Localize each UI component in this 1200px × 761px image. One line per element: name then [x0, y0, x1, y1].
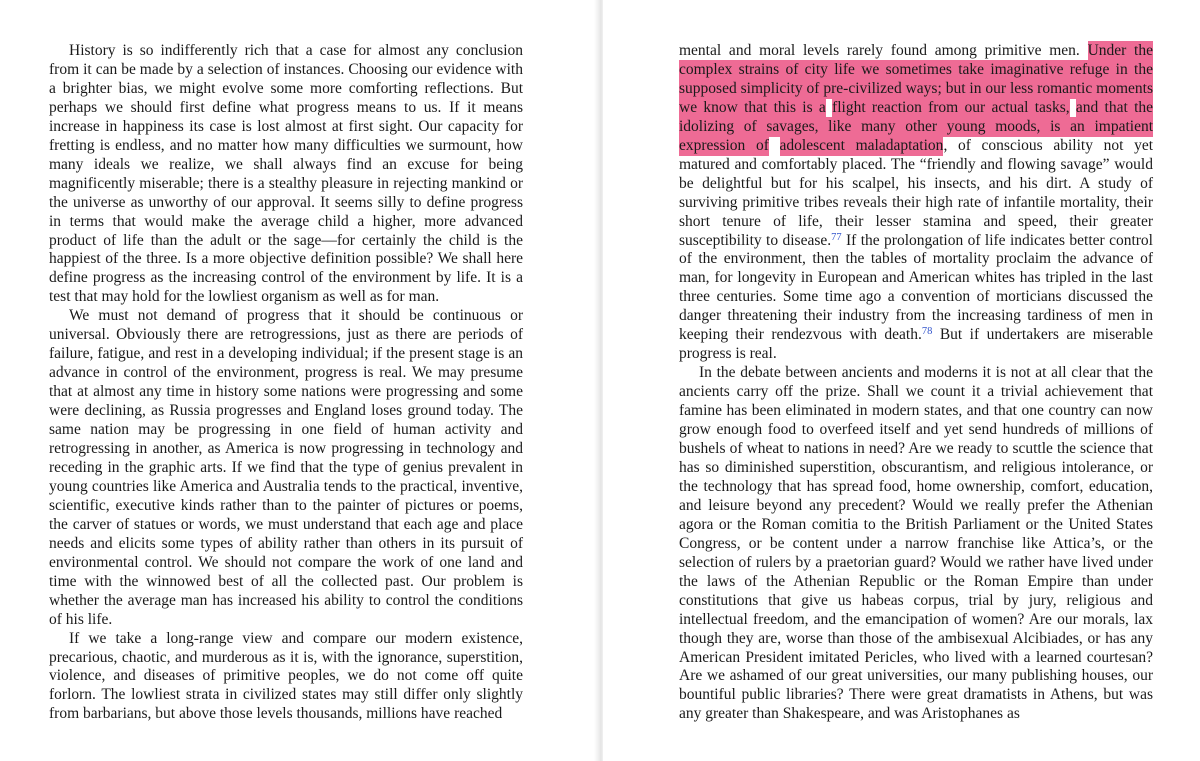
- text-run: [769, 137, 780, 154]
- paragraph-primitive-men: [679, 42, 1153, 364]
- left-page-text: [49, 42, 523, 724]
- paragraph-progress-not-continuous: We must not demand of progress that it should be continuous or universal. Obviously there are retrogressions, just as there are periods of failure, fatigue, and rest in a developing individual; if the present stage is an advance in control of the environment, progress is real. We may presume that at almost any time in history some nations were progressing and some were declining, as Russia progresses and England loses ground today. The same nation may be progressing in one field of human activity and retrogressing in another, as America is now progressing in technology and receding in the graphic arts. If we find that the type of genius prevalent in young countries like America and Australia tends to the practical, inventive, scientific, executive kinds rather than to the painter of pictures or poems, the carver of statues or words, we must understand that each age and place needs and elicits some types of ability rather than others in its pursuit of environmental control. We should not compare the work of one land and time with the winnowed best of all the collected past. Our problem is whether the average man has increased his ability to control the conditions of his life.: [49, 307, 523, 628]
- footnote-link-78[interactable]: 78: [921, 326, 933, 338]
- paragraph-history: History is so indifferently rich that a case for almost any conclusion from it can be made by a selection of instances. Choosing our evidence with a brighter bias, we might evolve some more comforting reflections. But perhaps we should first define what progress means to us. If it means increase in happiness its case is lost almost at first sight. Our capacity for fretting is endless, and no matter how many difficulties we surmount, how many ideals we realize, we shall always find an excuse for being magnificently miserable; there is a stealthy pleasure in rejecting mankind or the universe as unworthy of our approval. It seems silly to define progress in terms that would make the average child a higher, more advanced product of life than the adult or the sage—for certainly the child is the happiest of the three. Is a more objective definition possible? We shall here define progress as the increasing control of the environment by life. It is a test that may hold for the lowliest organism as well as for man.: [49, 42, 523, 306]
- footnote-link-77[interactable]: 77: [831, 231, 842, 243]
- highlight-city-life[interactable]: Under the complex strains of city life we sometimes take imaginative refuge in the supposed simplicity of pre-civilized ways; but in our less romantic moments we know that this is a: [679, 42, 1153, 116]
- text-run: mental and moral levels rarely found among primitive men.: [679, 42, 1088, 59]
- right-page: [603, 0, 1200, 761]
- right-page-text: [679, 42, 1153, 724]
- paragraph-ancients-moderns: In the debate between ancients and moderns it is not at all clear that the ancients carry off the prize. Shall we count it a trivial achievement that famine has been eliminated in modern states, and that one country can now grow enough food to overfeed itself and yet send hundreds of millions of bushels of wheat to nations in need? Are we ready to scuttle the science that has so diminished superstition, obscurantism, and religious intolerance, or the technology that has spread food, home ownership, comfort, education, and leisure beyond any precedent? Would we really prefer the Athenian agora or the Roman comitia to the British Parliament or the United States Congress, or be content under a narrow franchise like Attica’s, or the selection of rulers by a praetorian guard? Would we rather have lived under the laws of the Athenian Republic or the Roman Empire than under constitutions that give us habeas corpus, trial by jury, religious and intellectual freedom, and the emancipation of women? Are our morals, lax though they are, worse than those of the ambisexual Alcibiades, or has any American President imitated Pericles, who lived with a learned courtesan? Are we ashamed of our great universities, our many publishing houses, our bountiful public libraries? There were great dramatists in Athens, but was any greater than Shakespeare, and was Aristophanes as: [679, 364, 1153, 723]
- text-run: [1070, 99, 1076, 116]
- paragraph-long-range-view: If we take a long-range view and compare our modern existence, precarious, chaotic, and murderous as it is, with the ignorance, superstition, violence, and diseases of primitive peoples, we do not come off quite forlorn. The lowliest strata in civilized states may still differ only slightly from barbarians, but above those levels thousands, millions have reached: [49, 629, 523, 723]
- text-run: , of conscious ability not yet matured and comfortably placed. The “friendly and flowing savage” would be delightful but for his scalpel, his insects, and his dirt. A study of surviving primitive tribes reveals their high rate of infantile mortality, their short tenure of life, their lesser stamina and speed, their greater susceptibility to disease.: [679, 136, 1154, 249]
- highlight-adolescent-maladaptation[interactable]: adolescent maladaptation: [779, 136, 944, 154]
- left-page: [0, 0, 597, 761]
- highlight-flight-reaction[interactable]: flight reaction from our actual tasks,: [832, 98, 1070, 116]
- text-run: But if undertakers are miserable progress is real.: [679, 326, 1153, 363]
- highlight-idolizing-savages[interactable]: and that the idolizing of savages, like many other young moods, is an impatient expression of: [679, 98, 1154, 154]
- text-run: If the prolongation of life indicates better control of the environment, then the tables of mortality proclaim the advance of man, for longevity in European and American whites has tripled in the last three centuries. Some time ago a convention of morticians discussed the danger threatening their industry from the increasing tardiness of men in keeping their rendezvous with death.: [679, 231, 1153, 344]
